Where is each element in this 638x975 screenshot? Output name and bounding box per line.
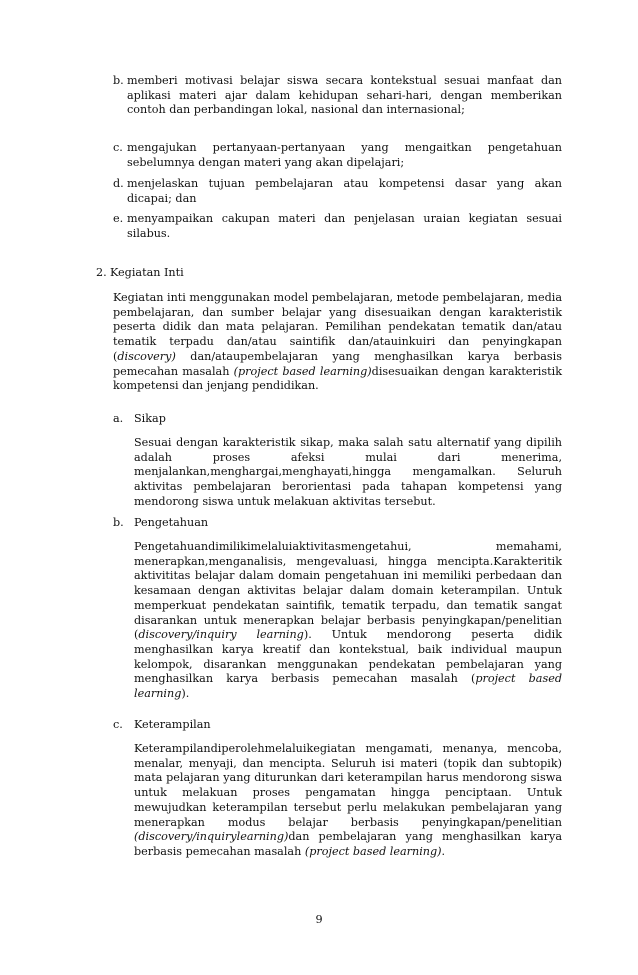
sub-c-title: Keterampilan xyxy=(134,718,211,731)
sub-b-text: Pengetahuandimilikimelaluiaktivitasmengetahui, memahami, menerapkan,menganalisis, mengevaluasi, hingga mencipta.Karakteritik aktivititas belajar dalam domain pengetahuan ini memiliki perbedaan dan kesamaan dengan aktivitas belajar dalam domain keterampilan. Untuk memperkuat pendekatan saintifik, tematik terpadu, dan tematik sangat disarankan untuk menerapkan belajar berbasis penyingkapan/penelitian (discovery/inquiry learning). Untuk mendorong peserta didik menghasilkan karya kreatif dan kontekstual, baik individual maupun kelompok, disarankan menggunakan pendekatan pembelajaran yang menghasilkan karya berbasis pemecahan masalah (project based learning). xyxy=(134,540,562,701)
sub-b-title: Pengetahuan xyxy=(134,516,209,529)
section-2-label: 2. xyxy=(96,266,107,279)
list-item-b: memberi motivasi belajar siswa secara kontekstual sesuai manfaat dan aplikasi materi ajar dalam kehidupan sehari-hari, dengan memberikan contoh dan perbandingan lokal, nasional dan internasional; xyxy=(127,74,562,117)
page-number: 9 xyxy=(315,913,323,926)
list-item-c: mengajukan pertanyaan-pertanyaan yang mengaitkan pengetahuan sebelumnya dengan materi yang akan dipelajari; xyxy=(127,141,562,169)
list-item-e: menyampaikan cakupan materi dan penjelasan uraian kegiatan sesuai silabus. xyxy=(127,212,562,240)
list-label-e: e. xyxy=(113,212,124,225)
sub-a-text: Sesuai dengan karakteristik sikap, maka salah satu alternatif yang dipilih adalah proses afeksi mulai dari menerima, menjalankan,menghargai,menghayati,hingga mengamalkan. Seluruh aktivitas pembelajaran berorientasi pada tahapan kompetensi yang mendorong siswa untuk melakuan aktivitas tersebut. xyxy=(134,436,562,508)
sub-b-label: b. xyxy=(113,516,124,529)
list-label-c: c. xyxy=(113,141,123,154)
section-2-title: Kegiatan Inti xyxy=(110,266,184,279)
list-label-d: d. xyxy=(113,177,124,190)
list-item-d: menjelaskan tujuan pembelajaran atau kompetensi dasar yang akan dicapai; dan xyxy=(127,177,562,205)
sub-c-label: c. xyxy=(113,718,123,731)
list-label-b: b. xyxy=(113,74,124,87)
sub-c-text: Keterampilandiperolehmelaluikegiatan mengamati, menanya, mencoba, menalar, menyaji, dan mencipta. Seluruh isi materi (topik dan subtopik) mata pelajaran yang diturunkan dari keterampilan harus mendorong siswa untuk melakuan proses pengamatan hingga penciptaan. Untuk mewujudkan keterampilan tersebut perlu melakukan pembelajaran yang menerapkan modus belajar berbasis penyingkapan/penelitian (discovery/inquirylearning)dan pembelajaran yang menghasilkan karya berbasis pemecahan masalah (project based learning). xyxy=(134,742,562,858)
sub-a-label: a. xyxy=(113,412,124,425)
sub-a-title: Sikap xyxy=(134,412,166,425)
section-2-intro: Kegiatan inti menggunakan model pembelajaran, metode pembelajaran, media pembelajaran, dan sumber belajar yang disesuaikan dengan karakteristik peserta didik dan mata pelajaran. Pemilihan pendekatan tematik dan/atau tematik terpadu dan/atau saintifik dan/atauinkuiri dan penyingkapan (discovery) dan/ataupembelajaran yang menghasilkan karya berbasis pemecahan masalah (project based learning)disesuaikan dengan karakteristik kompetensi dan jenjang pendidikan. xyxy=(113,291,562,393)
